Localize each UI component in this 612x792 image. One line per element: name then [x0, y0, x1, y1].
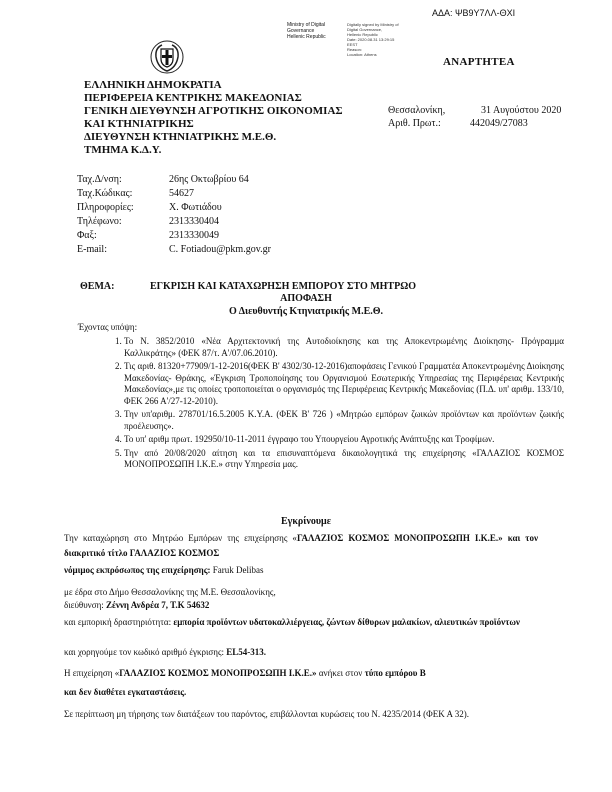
representative-label: νόμιμος εκπρόσωπος της επιχείρησης:	[64, 565, 211, 575]
contact-value: 54627	[169, 188, 194, 199]
enterprise-type-line	[64, 668, 426, 678]
date: 31 Αυγούστου 2020	[481, 105, 562, 116]
reference-item: 3. Την υπ'αριθμ. 278701/16.5.2005 Κ.Υ.Α. (ΦΕΚ Β' 726 ) «Μητρώο εμπόρων ζωικών προϊόντων και προϊόντων ζωικής προέλευσης».	[124, 409, 564, 432]
penalty-paragraph: Σε περίπτωση μη τήρησης των διατάξεων του παρόντος, επιβάλλονται κυρώσεις του Ν. 4235/2014 (ΦΕΚ Α 32).	[64, 709, 470, 719]
signature-stamp-line: Location: Athens	[347, 52, 377, 57]
reference-item: 2. Τις αριθ. 81320+77909/1-12-2016(ΦΕΚ Β' 4302/30-12-2016)αποφάσεις Γενικού Γραμματέα Αποκεντρωμένης Διοίκησης Μακεδονίας- Θράκης, «Έγκριση Τροποποίησης του Οργανισμού Εσωτερικής Υπηρεσίας της Περιφέρειας Κεντρικής Μακεδονίας»,με τις οποίες τροποποιείται ο οργανισμός της Περιφέρειας Κεντρικής Μακεδονίας (Π.Δ. υπ' αριθμ. 133/10, ΦΕΚ 266 Α'/27-12-2010).	[124, 361, 564, 407]
approval-code-line	[64, 647, 266, 657]
enterprise-mid: ανήκει στον	[316, 668, 365, 678]
activity-label: και εμπορική δραστηριότητα:	[64, 617, 172, 627]
org-line: ΠΕΡΙΦΕΡΕΙΑ ΚΕΝΤΡΙΚΗΣ ΜΑΚΕΔΟΝΙΑΣ	[84, 92, 302, 104]
contact-value: 2313330404	[169, 216, 219, 227]
representative-name: Faruk Delibas	[212, 565, 264, 575]
facilities-line: και δεν διαθέτει εγκαταστάσεις.	[64, 687, 187, 697]
org-line: ΚΑΙ ΚΤΗΝΙΑΤΡΙΚΗΣ	[84, 118, 194, 130]
posting-label: ΑΝΑΡΤΗΤΕΑ	[443, 56, 515, 68]
contact-value: Χ. Φωτιάδου	[169, 202, 222, 213]
seat-line: με έδρα στο Δήμο Θεσσαλονίκης της Μ.Ε. Θεσσαλονίκης,	[64, 587, 276, 597]
signature-org-line: Hellenic Republic	[287, 34, 326, 40]
org-line: ΔΙΕΥΘΥΝΣΗ ΚΤΗΝΙΑΤΡΙΚΗΣ Μ.Ε.Θ.	[84, 131, 277, 143]
organization-header	[84, 79, 343, 157]
having-regard-label: Έχοντας υπόψη:	[78, 322, 138, 332]
contact-values	[169, 173, 271, 257]
signature-org-line: Governance	[287, 28, 315, 34]
signature-stamp-line: Hellenic Republic	[347, 32, 378, 37]
approve-heading: Εγκρίνουμε	[281, 516, 331, 527]
enterprise-text: Η επιχείρηση «	[64, 668, 120, 678]
activity-paragraph	[64, 613, 538, 631]
registration-enterprise: ΓΑΛΑΖΙΟΣ ΚΟΣΜΟΣ ΜΟΝΟΠΡΟΣΩΠΗ Ι.Κ.Ε.» και τον διακριτικό τίτλο ΓΑΛΑΖΙΟΣ ΚΟΣΜΟΣ	[64, 533, 538, 558]
subject-text: ΕΓΚΡΙΣΗ ΚΑΙ ΚΑΤΑΧΩΡΗΣΗ ΕΜΠΟΡΟΥ ΣΤΟ ΜΗΤΡΩΟ	[150, 281, 417, 292]
approval-code-label: και χορηγούμε τον κωδικό αριθμό έγκρισης:	[64, 647, 225, 657]
greek-coat-of-arms-icon	[150, 40, 184, 79]
reference-item: 5. Την από 20/08/2020 αίτηση και τα επισυναπτόμενα δικαιολογητικά της επιχείρησης «ΓΑΛΑΖΙΟΣ ΚΟΣΜΟΣ ΜΟΝΟΠΡΟΣΩΠΗ Ι.Κ.Ε.» στην Υπηρεσία μας.	[124, 448, 564, 471]
enterprise-type: τύπο εμπόρου Β	[364, 668, 426, 678]
protocol-label: Αριθ. Πρωτ.:	[388, 118, 441, 129]
contact-label: Ταχ.Δ/νση:	[77, 174, 122, 185]
director-heading: Ο Διευθυντής Κτηνιατρικής Μ.Ε.Θ.	[228, 306, 384, 317]
org-line: ΓΕΝΙΚΗ ΔΙΕΥΘΥΝΣΗ ΑΓΡΟΤΙΚΗΣ ΟΙΚΟΝΟΜΙΑΣ	[84, 105, 343, 117]
ada-number: ΑΔΑ: ΨΒ9Υ7ΛΛ-ΘΧΙ	[432, 8, 516, 18]
subject-label: ΘΕΜΑ:	[80, 281, 115, 292]
contact-email-link[interactable]: C. Fotiadou@pkm.gov.gr	[169, 244, 271, 255]
reference-item: 1. Το Ν. 3852/2010 «Νέα Αρχιτεκτονική της Αυτοδιοίκησης και της Αποκεντρωμένης Διοίκησης- Πρόγραμμα Καλλικράτης» (ΦΕΚ 87/τ. Α'/07.06.2010).	[124, 336, 564, 359]
references-list	[96, 336, 564, 473]
contact-label: Φαξ:	[77, 230, 97, 241]
contact-value: 2313330049	[169, 230, 219, 241]
signature-stamp-line: EEST	[347, 42, 358, 47]
signature-org-line: Ministry of Digital	[287, 22, 326, 28]
protocol-number: 442049/27083	[470, 118, 528, 129]
contact-label: E-mail:	[77, 244, 107, 255]
org-line: ΕΛΛΗΝΙΚΗ ΔΗΜΟΚΡΑΤΙΑ	[84, 79, 222, 91]
reference-item: 4. Το υπ' αριθμ πρωτ. 192950/10-11-2011 έγγραφο του Υπουργείου Αγροτικής Ανάπτυξης και Τροφίμων.	[124, 434, 564, 446]
contact-value: 26ης Οκτωβρίου 64	[169, 174, 249, 185]
signature-stamp-line: Digital Governance,	[347, 27, 383, 32]
contact-label: Πληροφορίες:	[77, 202, 134, 213]
activity-value: εμπορία προϊόντων υδατοκαλλιέργειας, ζώντων δίθυρων μαλακίων, αλιευτικών προϊόντων	[173, 617, 520, 627]
approval-code-value: EL54-313.	[226, 647, 267, 657]
representative-line	[64, 565, 264, 575]
enterprise-name: ΓΑΛΑΖΙΟΣ ΚΟΣΜΟΣ ΜΟΝΟΠΡΟΣΩΠΗ Ι.Κ.Ε.»	[119, 668, 317, 678]
contact-label: Τηλέφωνο:	[77, 216, 122, 227]
signature-stamp-line: Digitally signed by Ministry of	[347, 22, 399, 27]
contact-label: Ταχ.Κώδικας:	[77, 188, 133, 199]
signature-stamp-line: Reason:	[347, 47, 362, 52]
address-label: διεύθυνση:	[64, 600, 104, 610]
address-value: Ζέννη Ανδρέα 7, Τ.Κ 54632	[106, 600, 210, 610]
signature-stamp-line: Date: 2020.08.31 13:29:15	[347, 37, 395, 42]
contact-labels	[77, 173, 134, 257]
registration-text: Την καταχώρηση στο Μητρώο Εμπόρων της επιχείρησης «	[64, 533, 297, 543]
address-line	[64, 600, 209, 610]
org-line: ΤΜΗΜΑ Κ.Δ.Υ.	[84, 144, 162, 156]
registration-paragraph	[64, 531, 538, 561]
place: Θεσσαλονίκη,	[388, 105, 446, 116]
decision-heading: ΑΠΟΦΑΣΗ	[280, 293, 332, 304]
